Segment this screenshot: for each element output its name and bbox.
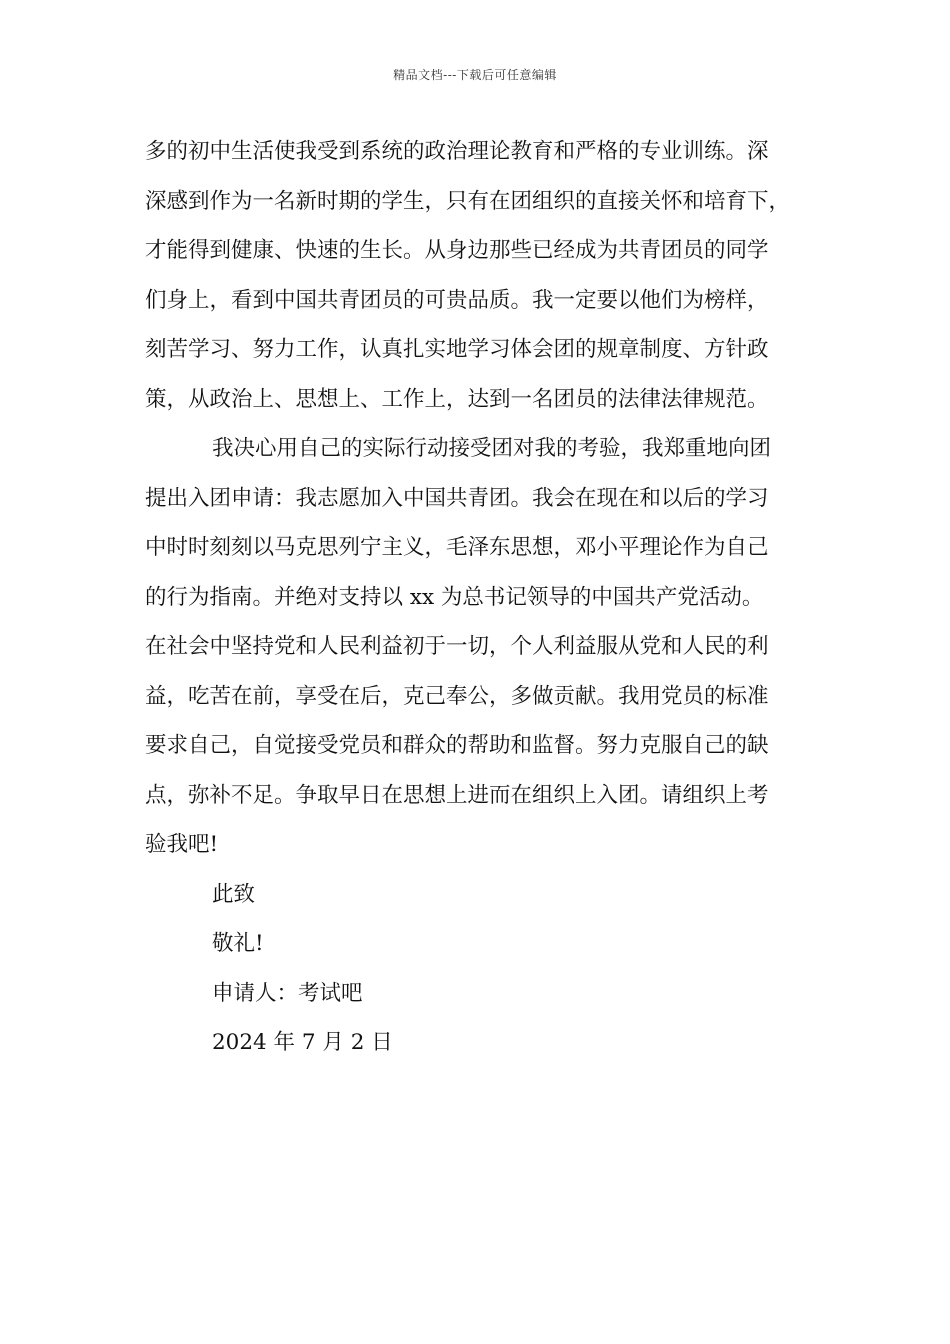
letter-body	[145, 127, 825, 1068]
letter-date: 2024 年 7 月 2 日	[212, 1030, 393, 1055]
text-line: 深感到作为一名新时期的学生，只有在团组织的直接关怀和培育下，	[145, 188, 791, 214]
page-header: 精品文档---下载后可任意编辑	[393, 68, 557, 82]
text-line: 中时时刻刻以马克思列宁主义，毛泽东思想，邓小平理论作为自己	[145, 535, 769, 560]
text-line: 要求自己，自觉接受党员和群众的帮助和监督。努力克服自己的缺	[145, 733, 769, 758]
text-line: 验我吧!	[145, 832, 219, 857]
text-line: 多的初中生活使我受到系统的政治理论教育和严格的专业训练。深	[145, 139, 769, 164]
salutation: 此致	[212, 881, 256, 907]
paragraph-application	[145, 424, 825, 870]
text-line: 刻苦学习、努力工作，认真扎实地学习体会团的规章制度、方针政	[145, 337, 769, 362]
text-line: 点，弥补不足。争取早日在思想上进而在组织上入团。请组织上考	[145, 782, 769, 808]
text-line: 们身上，看到中国共青团员的可贵品质。我一定要以他们为榜样，	[145, 287, 769, 313]
applicant-signature: 申请人：考试吧	[212, 980, 363, 1006]
text-line: 的行为指南。并绝对支持以 xx 为总书记领导的中国共产党活动。	[145, 584, 764, 610]
text-line: 策，从政治上、思想上、工作上，达到一名团员的法律法律规范。	[145, 386, 769, 412]
closing-block	[145, 870, 825, 1068]
text-line: 我决心用自己的实际行动接受团对我的考验，我郑重地向团	[212, 436, 772, 461]
text-line: 提出入团申请：我志愿加入中国共青团。我会在现在和以后的学习	[145, 485, 769, 511]
paragraph-continued	[145, 127, 825, 424]
text-line: 才能得到健康、快速的生长。从身边那些已经成为共青团员的同学	[145, 238, 769, 263]
regards: 敬礼!	[212, 931, 264, 956]
text-line: 益，吃苦在前，享受在后，克己奉公，多做贡献。我用党员的标准	[145, 683, 769, 709]
text-line: 在社会中坚持党和人民利益初于一切，个人利益服从党和人民的利	[145, 634, 769, 659]
